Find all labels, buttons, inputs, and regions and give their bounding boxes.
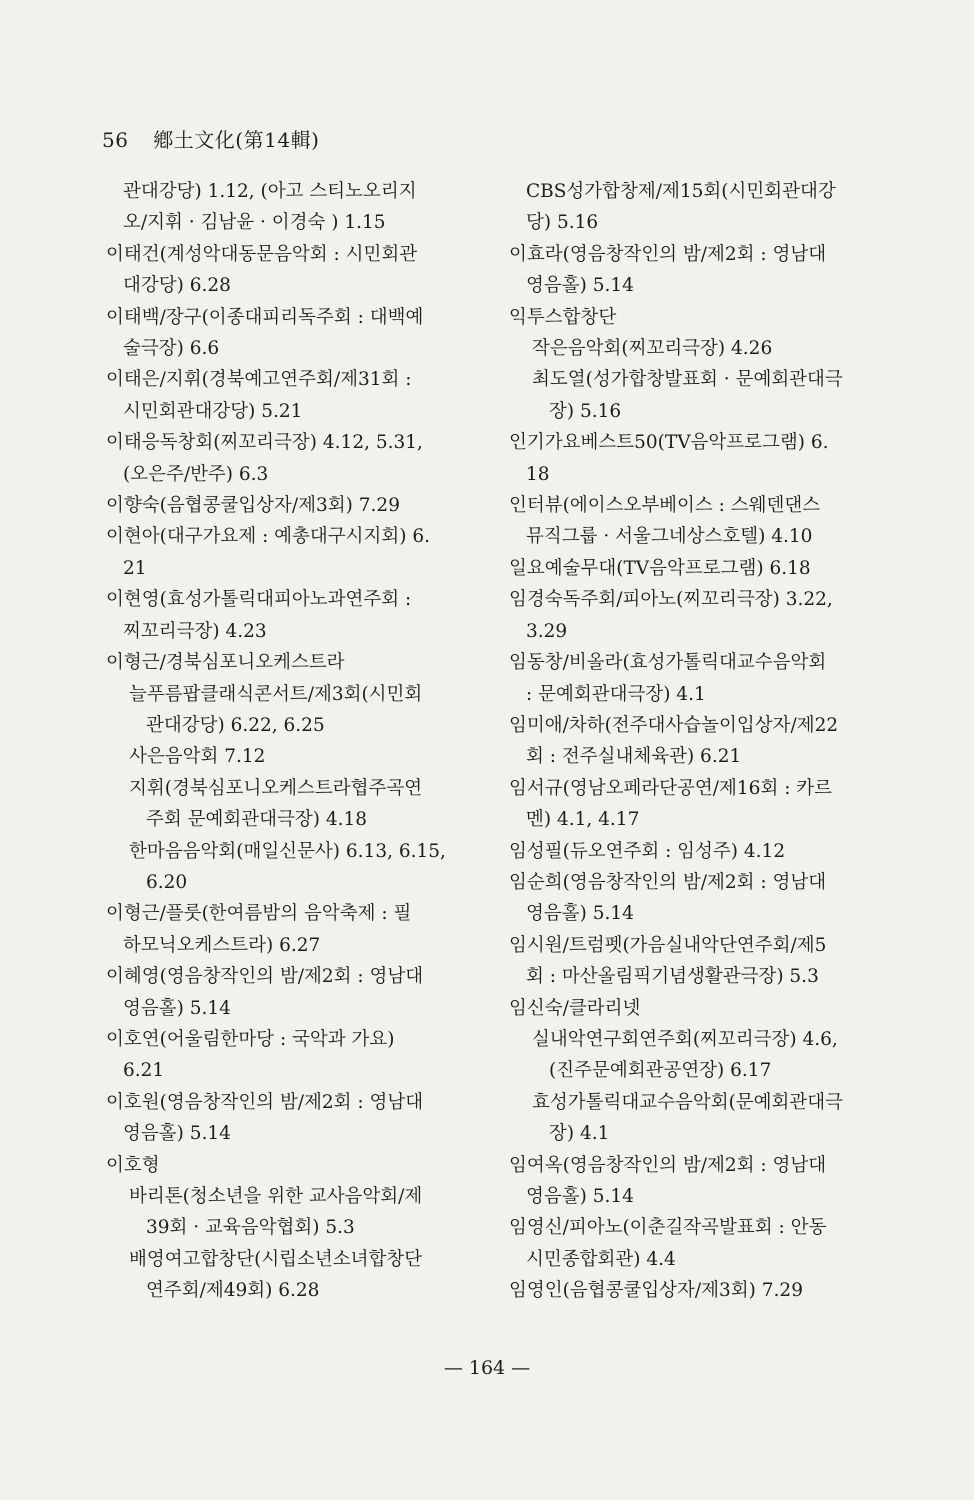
index-entry-line: 이호연(어울림한마당 : 국악과 가요) <box>106 1028 395 1050</box>
index-entry-line: 영음홀) 5.14 <box>526 275 634 297</box>
index-entry-line: 대강당) 6.28 <box>123 275 231 297</box>
index-entry-line: 영음홀) 5.14 <box>123 1123 231 1145</box>
index-entry-line: 바리톤(청소년을 위한 교사음악회/제 <box>129 1186 423 1207</box>
index-entry-line: 이현영(효성가톨릭대피아노과연주회 : <box>106 589 412 611</box>
index-entry-line: 작은음악회(찌꼬리극장) 4.26 <box>532 338 773 360</box>
index-entry-line: 이호형 <box>106 1154 160 1176</box>
index-entry-line: 영음홀) 5.14 <box>123 997 231 1019</box>
index-entry-line: 멘) 4.1, 4.17 <box>526 809 640 831</box>
left-column <box>106 176 481 1307</box>
index-entry-line: 한마음음악회(매일신문사) 6.13, 6.15, <box>129 840 446 862</box>
index-entry-line: 영음홀) 5.14 <box>526 903 634 925</box>
running-header <box>102 124 319 153</box>
index-entry-line: : 문예회관대극장) 4.1 <box>526 683 706 705</box>
index-entry-line: 사은음악회 7.12 <box>129 746 266 768</box>
header-page-number: 56 <box>102 128 129 152</box>
page-number: — 164 — <box>443 1357 531 1379</box>
index-entry-line: 장) 4.1 <box>549 1123 610 1145</box>
index-entry-line: 뮤직그룹 · 서울그네상스호텔) 4.10 <box>526 526 813 548</box>
index-entry-line: 영음홀) 5.14 <box>526 1186 634 1207</box>
index-entry-line: 임여옥(영음창작인의 밤/제2회 : 영남대 <box>509 1154 827 1176</box>
index-entry-line: 관대강당) 1.12, (아고 스티노오리지 <box>123 181 417 202</box>
index-entry-line: 이혜영(영음창작인의 밤/제2회 : 영남대 <box>106 966 424 988</box>
index-entry-line: 당) 5.16 <box>526 212 599 234</box>
header-title: 鄕土文化(第14輯) <box>153 128 320 152</box>
index-entry-line: 이현아(대구가요제 : 예총대구시지회) 6. <box>106 526 431 548</box>
index-entry-line: 이형근/경북심포니오케스트라 <box>106 652 345 674</box>
index-entry-line: 최도열(성가합창발표회 · 문예회관대극 <box>532 369 843 391</box>
index-entry-line: 6.20 <box>146 871 188 893</box>
index-entry-line: 21 <box>123 557 147 579</box>
index-entry-line: 3.29 <box>526 620 568 642</box>
index-entry-line: 관대강당) 6.22, 6.25 <box>146 714 325 736</box>
index-entry-line: 임경숙독주회/피아노(찌꼬리극장) 3.22, <box>509 589 833 611</box>
index-entry-line: 이형근/플룻(한여름밤의 음악축제 : 필 <box>106 903 412 925</box>
index-entry-line: 회 : 전주실내체육관) 6.21 <box>526 746 742 768</box>
index-entry-line: 회 : 마산올림픽기념생활관극장) 5.3 <box>526 966 819 988</box>
index-entry-line: (진주문예회관공연장) 6.17 <box>549 1060 772 1082</box>
index-entry-line: 이호원(영음창작인의 밤/제2회 : 영남대 <box>106 1091 424 1113</box>
index-entry-line: 일요예술무대(TV음악프로그램) 6.18 <box>509 557 811 579</box>
index-entry-line: 인터뷰(에이스오부베이스 : 스웨덴댄스 <box>509 495 821 517</box>
index-entry-line: 이효라(영음창작인의 밤/제2회 : 영남대 <box>509 243 827 265</box>
index-entry-line: 이향숙(음협콩쿨입상자/제3회) 7.29 <box>106 495 400 517</box>
index-entry-line: 임신숙/클라리넷 <box>509 997 641 1019</box>
index-entry-line: 시민종합회관) 4.4 <box>526 1248 676 1270</box>
index-entry-line: 늘푸름팝클래식콘서트/제3회(시민회 <box>129 683 423 705</box>
index-entry-line: 18 <box>526 463 550 485</box>
index-entry-line: 임서규(영남오페라단공연/제16회 : 카르 <box>509 777 833 799</box>
index-entry-line: 실내악연구회연주회(찌꼬리극장) 4.6, <box>532 1028 838 1050</box>
index-entry-line: 39회 · 교육음악협회) 5.3 <box>146 1217 355 1239</box>
index-entry-line: 이태응독창회(찌꼬리극장) 4.12, 5.31, <box>106 432 423 454</box>
index-entry-line: 주회 문예회관대극장) 4.18 <box>146 809 368 831</box>
index-entry-line: 이태은/지휘(경북예고연주회/제31회 : <box>106 369 412 391</box>
index-entry-line: 임미애/차하(전주대사습놀이입상자/제22 <box>509 714 839 736</box>
index-entry-line: 지휘(경북심포니오케스트라협주곡연 <box>129 777 423 799</box>
index-entry-line: 임시원/트럼펫(가음실내악단연주회/제5 <box>509 934 827 956</box>
index-entry-line: 장) 5.16 <box>549 400 622 422</box>
index-entry-line: 효성가톨릭대교수음악회(문예회관대극 <box>532 1091 844 1113</box>
index-entry-line: 임영인(음협콩쿨입상자/제3회) 7.29 <box>509 1280 803 1302</box>
index-entry-line: (오은주/반주) 6.3 <box>123 463 269 485</box>
index-entry-line: 찌꼬리극장) 4.23 <box>123 620 267 642</box>
index-entry-line: 하모닉오케스트라) 6.27 <box>123 934 321 956</box>
index-entry-line: 시민회관대강당) 5.21 <box>123 400 303 422</box>
index-entry-line: 인기가요베스트50(TV음악프로그램) 6. <box>509 432 829 454</box>
index-entry-line: 임성필(듀오연주회 : 임성주) 4.12 <box>509 840 786 862</box>
index-entry-line: 6.21 <box>123 1060 165 1082</box>
index-entry-line: 술극장) 6.6 <box>123 338 220 360</box>
index-entry-line: 이태백/장구(이종대피리독주회 : 대백예 <box>106 306 424 328</box>
index-entry-line: 임순희(영음창작인의 밤/제2회 : 영남대 <box>509 871 827 893</box>
index-entry-line: CBS성가합창제/제15회(시민회관대강 <box>526 181 836 202</box>
index-entry-line: 임영신/피아노(이춘길작곡발표회 : 안동 <box>509 1217 827 1239</box>
index-entry-line: 오/지휘 · 김남윤 · 이경숙 ) 1.15 <box>123 212 386 234</box>
right-column <box>509 176 879 1307</box>
index-entry-line: 이태건(계성악대동문음악회 : 시민회관 <box>106 243 418 265</box>
index-entry-line: 배영여고합창단(시립소년소녀합창단 <box>129 1248 423 1270</box>
index-entry-line: 연주회/제49회) 6.28 <box>146 1280 320 1302</box>
index-entry-line: 임동창/비올라(효성가톨릭대교수음악회 <box>509 652 827 674</box>
index-entry-line: 익투스합창단 <box>509 306 617 328</box>
